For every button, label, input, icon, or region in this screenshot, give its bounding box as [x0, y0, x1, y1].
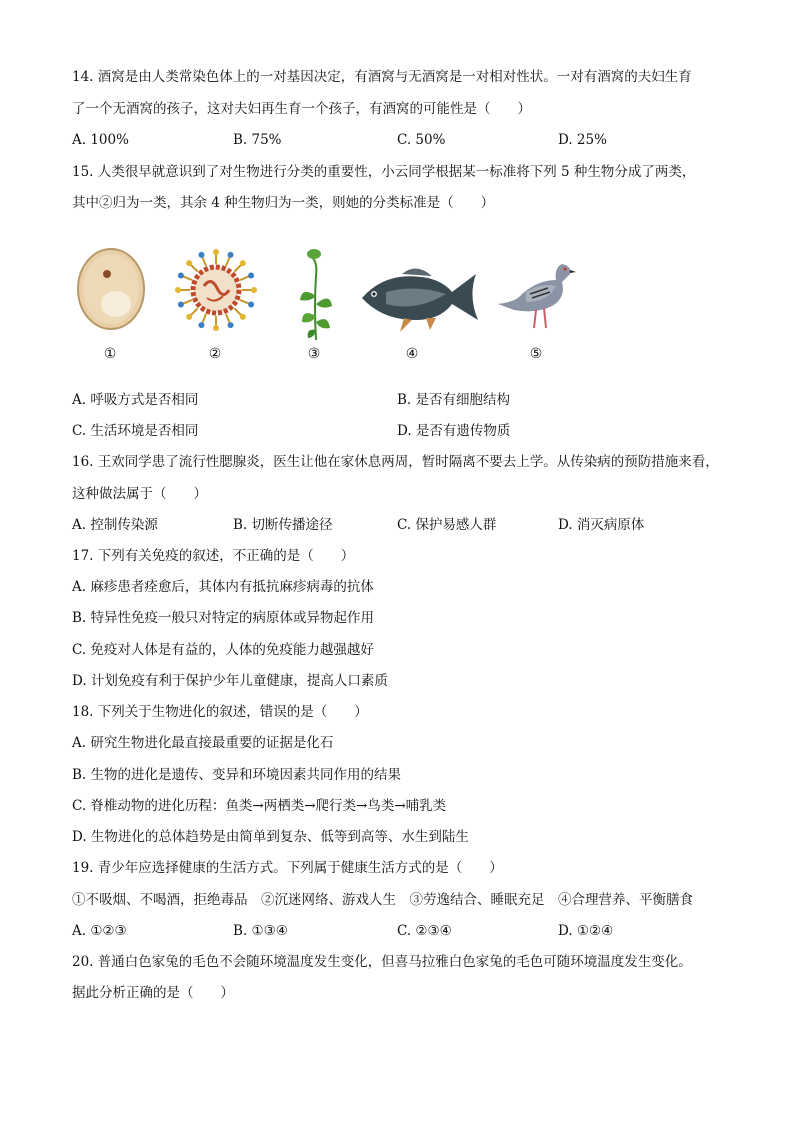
q17-option-c[interactable]: C. 免疫对人体是有益的，人体的免疫能力越强越好 [72, 642, 374, 658]
q16-option-b[interactable]: B. 切断传播途径 [233, 517, 333, 533]
q17-option-b[interactable]: B. 特异性免疫一般只对特定的病原体或异物起作用 [72, 610, 375, 626]
q14-option-b[interactable]: B. 75% [233, 132, 282, 148]
q16-stem-line2: 这种做法属于（ ） [72, 486, 207, 502]
q20-stem-line2: 据此分析正确的是（ ） [72, 985, 234, 1001]
q18-stem: 18. 下列关于生物进化的叙述，错误的是（ ） [72, 704, 368, 720]
q19-stem: 19. 青少年应选择健康的生活方式。下列属于健康生活方式的是（ ） [72, 860, 503, 876]
fish-figure [356, 262, 480, 334]
q19-option-b[interactable]: B. ①③④ [233, 923, 288, 939]
q18-option-a[interactable]: A. 研究生物进化最直接最重要的证据是化石 [72, 735, 334, 751]
q16-option-d[interactable]: D. 消灭病原体 [558, 517, 645, 533]
figure-label-1: ① [103, 346, 117, 362]
q15-stem-line1: 15. 人类很早就意识到了对生物进行分类的重要性，小云同学根据某一标准将下列 5 种生物分成了两类， [72, 164, 696, 180]
q14-stem-line1: 14. 酒窝是由人类常染色体上的一对基因决定，有酒窝与无酒窝是一对相对性状。一对有酒窝的夫妇生育 [72, 69, 692, 85]
figure-label-2: ② [208, 346, 222, 362]
q14-option-d[interactable]: D. 25% [558, 132, 607, 148]
q19-option-c[interactable]: C. ②③④ [397, 923, 452, 939]
q19-option-d[interactable]: D. ①②④ [558, 923, 614, 939]
q18-option-d[interactable]: D. 生物进化的总体趋势是由简单到复杂、低等到高等、水生到陆生 [72, 829, 469, 845]
q15-option-b[interactable]: B. 是否有细胞结构 [397, 392, 511, 408]
q18-option-c[interactable]: C. 脊椎动物的进化历程：鱼类→两栖类→爬行类→鸟类→哺乳类 [72, 798, 447, 814]
figure-label-4: ④ [405, 346, 419, 362]
q20-stem-line1: 20. 普通白色家兔的毛色不会随环境温度发生变化，但喜马拉雅白色家兔的毛色可随环境温度发生变化。 [72, 954, 692, 970]
cell-figure [74, 246, 148, 332]
q16-stem-line1: 16. 王欢同学患了流行性腮腺炎，医生让他在家休息两周，暂时隔离不要去上学。从传染病的预防措施来看， [72, 454, 719, 470]
q17-option-a[interactable]: A. 麻疹患者痊愈后，其体内有抵抗麻疹病毒的抗体 [72, 579, 374, 595]
q15-option-c[interactable]: C. 生活环境是否相同 [72, 423, 199, 439]
q14-stem-line2: 了一个无酒窝的孩子，这对夫妇再生育一个孩子，有酒窝的可能性是（ ） [72, 101, 531, 117]
q16-option-a[interactable]: A. 控制传染源 [72, 517, 158, 533]
q14-option-c[interactable]: C. 50% [397, 132, 446, 148]
q15-option-a[interactable]: A. 呼吸方式是否相同 [72, 392, 199, 408]
q15-option-d[interactable]: D. 是否有遗传物质 [397, 423, 511, 439]
q19-items: ①不吸烟、不喝酒，拒绝毒品 ②沉迷网络、游戏人生 ③劳逸结合、睡眠充足 ④合理营养、平衡膳食 [72, 892, 693, 908]
figure-label-5: ⑤ [529, 346, 543, 362]
figure-label-3: ③ [307, 346, 321, 362]
q18-option-b[interactable]: B. 生物的进化是遗传、变异和环境因素共同作用的结果 [72, 767, 402, 783]
q19-option-a[interactable]: A. ①②③ [72, 923, 127, 939]
q16-option-c[interactable]: C. 保护易感人群 [397, 517, 497, 533]
pigeon-figure [496, 258, 576, 332]
q17-option-d[interactable]: D. 计划免疫有利于保护少年儿童健康，提高人口素质 [72, 673, 388, 689]
plant-figure [296, 246, 336, 342]
virus-figure [171, 246, 261, 334]
q15-stem-line2: 其中②归为一类，其余 4 种生物归为一类，则她的分类标准是（ ） [72, 195, 495, 211]
q14-option-a[interactable]: A. 100% [72, 132, 129, 148]
q17-stem: 17. 下列有关免疫的叙述，不正确的是（ ） [72, 548, 355, 564]
